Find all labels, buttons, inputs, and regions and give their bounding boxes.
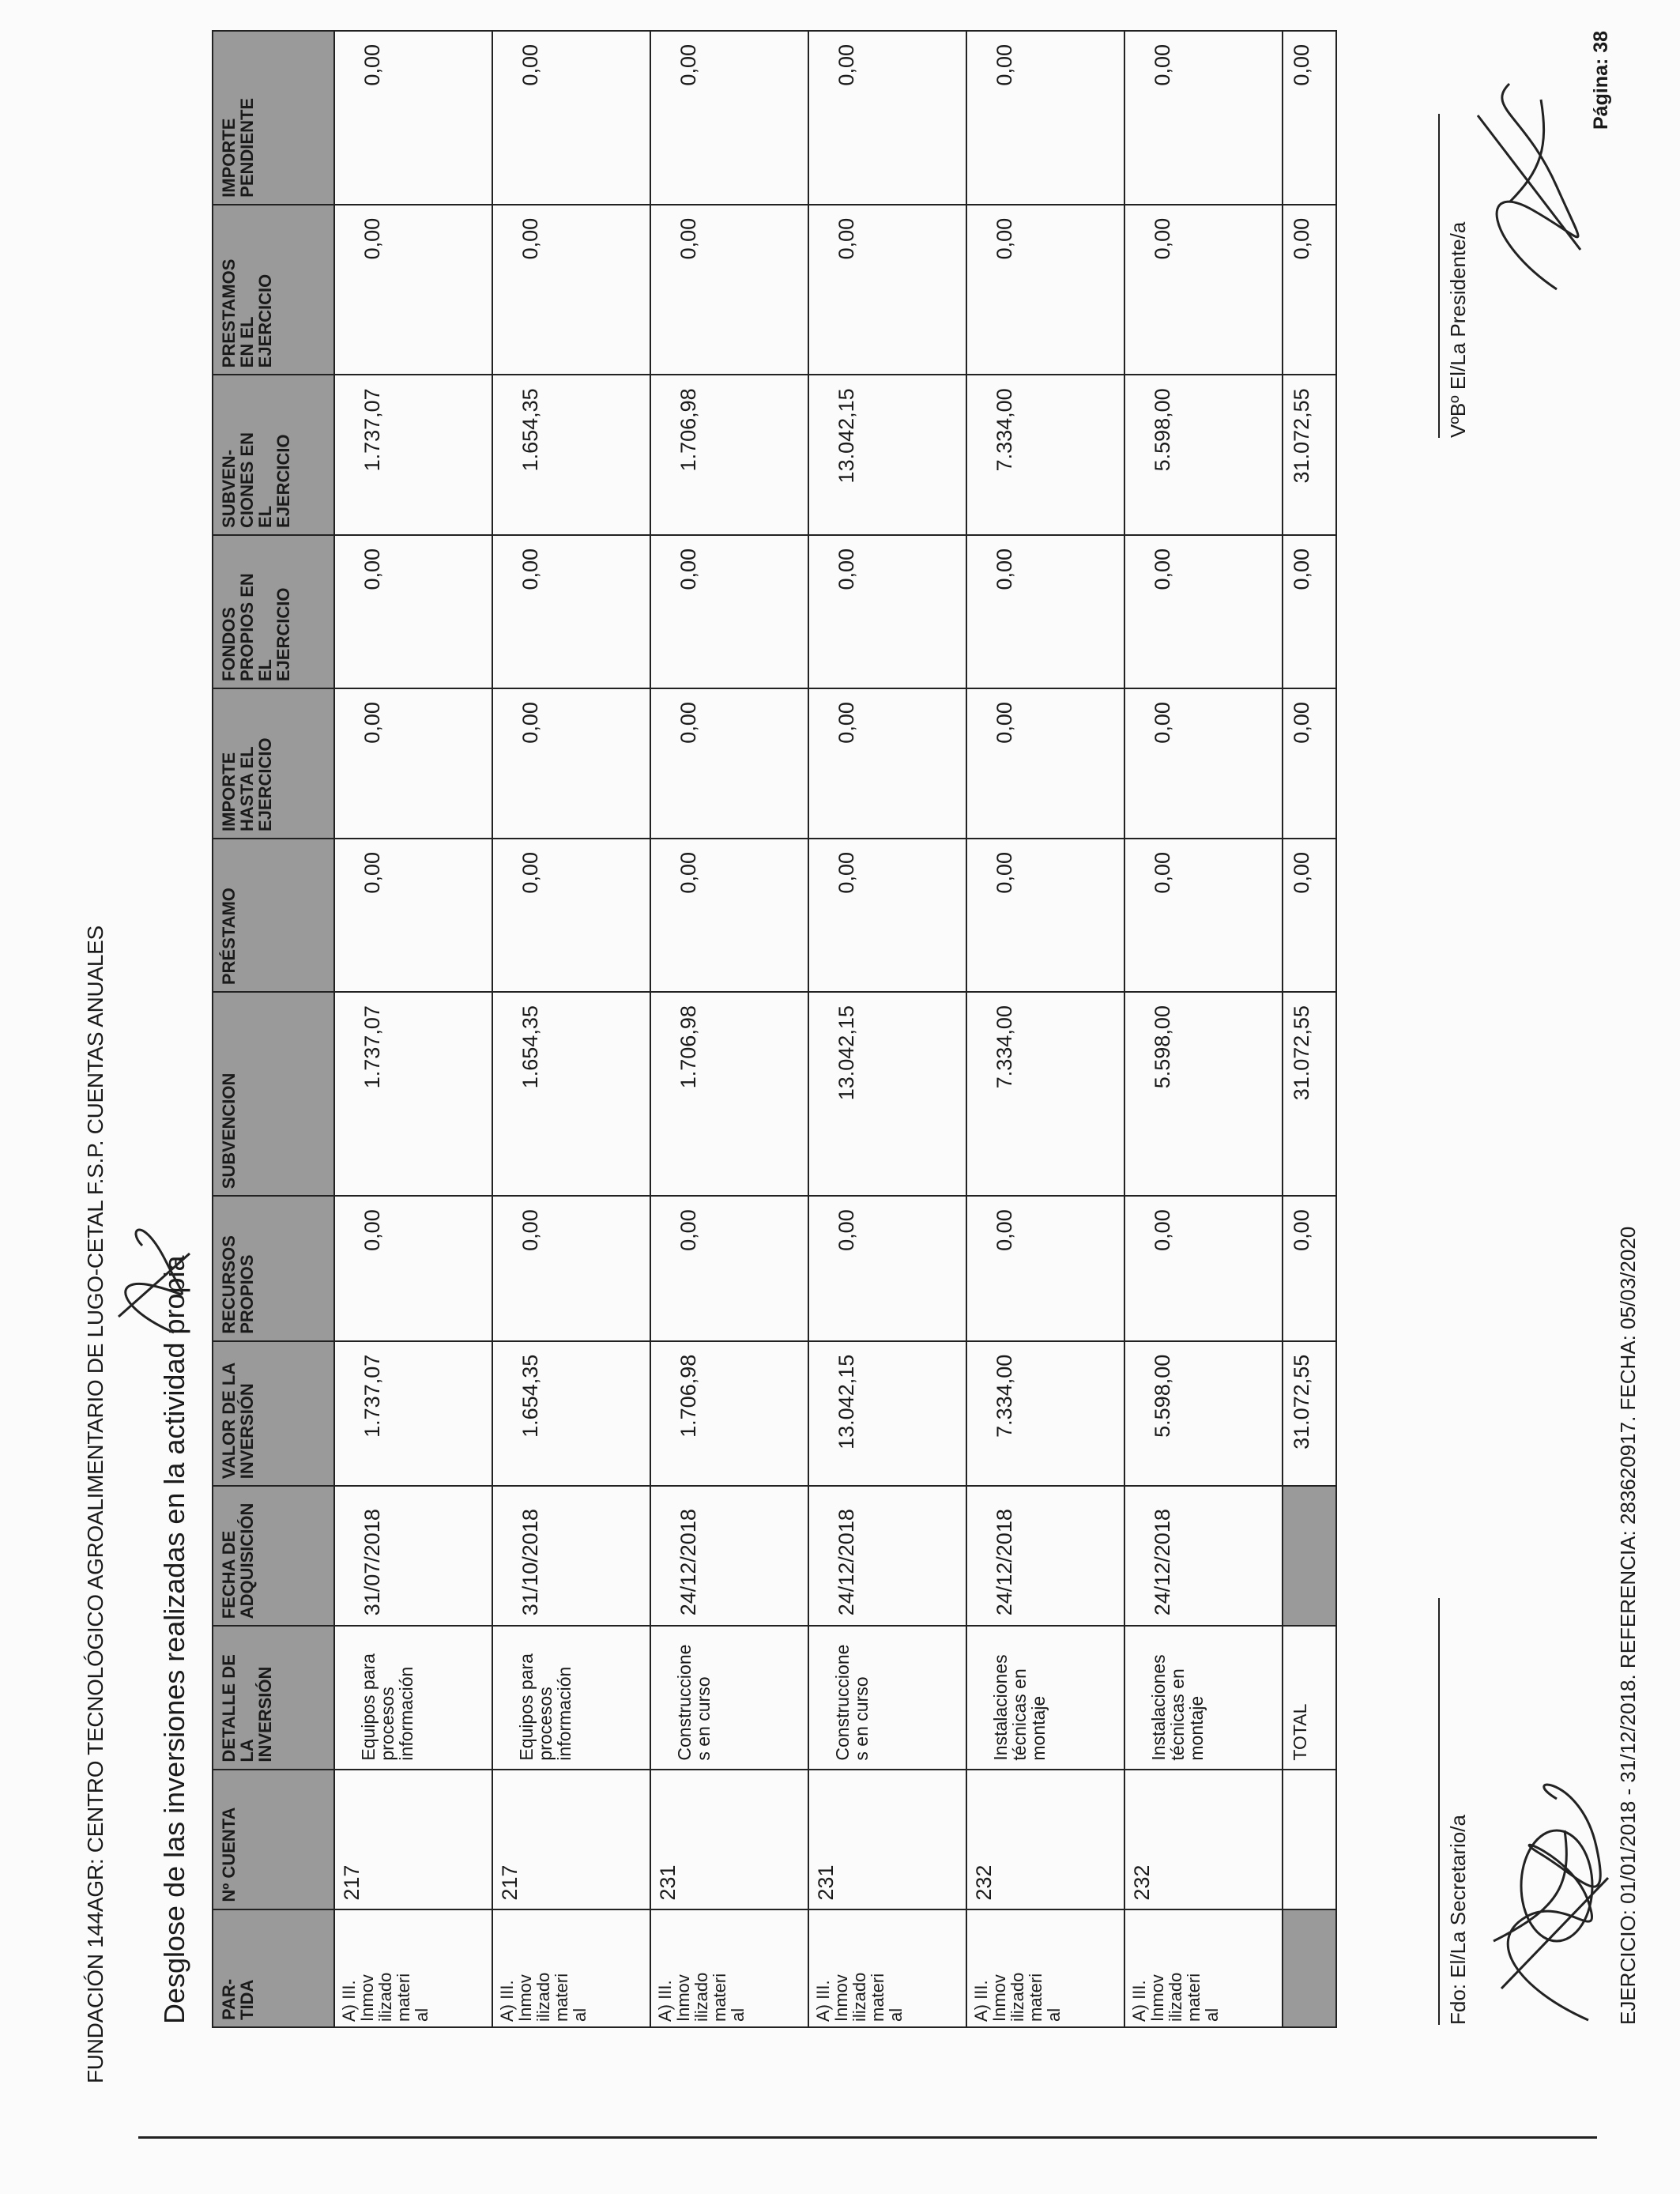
amount-cell: 7.334,00 <box>966 992 1124 1196</box>
page-number: Página: 38 <box>1590 30 1612 130</box>
account-cell: 217 <box>492 1770 650 1909</box>
amount-cell: 0,00 <box>1124 31 1283 205</box>
amount-cell: 1.737,07 <box>334 1341 492 1486</box>
amount-cell: 0,00 <box>650 688 808 839</box>
amount-cell: 0,00 <box>492 535 650 688</box>
column-header: PRÉSTAMO <box>213 839 334 992</box>
table-body <box>334 31 1336 2027</box>
date-cell: 24/12/2018 <box>808 1486 966 1626</box>
amount-cell: 7.334,00 <box>966 1341 1124 1486</box>
table-row <box>650 31 808 2027</box>
account-cell: 232 <box>966 1770 1124 1909</box>
amount-cell: 0,00 <box>808 688 966 839</box>
amount-cell: 0,00 <box>334 535 492 688</box>
detail-cell: Construccione s en curso <box>808 1626 966 1769</box>
initials-mark <box>103 1222 198 1340</box>
amount-cell: 0,00 <box>650 205 808 375</box>
total-amount-cell: 31.072,55 <box>1283 1341 1336 1486</box>
signature-line-right <box>1438 114 1440 438</box>
amount-cell: 0,00 <box>1124 205 1283 375</box>
amount-cell: 0,00 <box>334 688 492 839</box>
amount-cell: 1.654,35 <box>492 375 650 535</box>
table-row <box>1124 31 1283 2027</box>
amount-cell: 7.334,00 <box>966 375 1124 535</box>
column-header: FECHA DE ADQUISICIÓN <box>213 1486 334 1626</box>
secretary-signature-label: Fdo: El/La Secretario/a <box>1446 1815 1470 2025</box>
amount-cell: 0,00 <box>966 205 1124 375</box>
detail-cell: Equipos para procesos información <box>492 1626 650 1769</box>
total-amount-cell: 0,00 <box>1283 839 1336 992</box>
amount-cell: 1.737,07 <box>334 375 492 535</box>
column-header: DETALLE DE LA INVERSIÓN <box>213 1626 334 1769</box>
president-signature-scribble <box>1462 68 1596 305</box>
amount-cell: 0,00 <box>1124 535 1283 688</box>
partida-cell: A) III. Inmov ilizado materi al <box>334 1909 492 2027</box>
president-signature-label: VºBº El/La Presidente/a <box>1446 221 1470 438</box>
amount-cell: 0,00 <box>334 839 492 992</box>
amount-cell: 0,00 <box>334 31 492 205</box>
column-header: Nº CUENTA <box>213 1770 334 1909</box>
amount-cell: 5.598,00 <box>1124 375 1283 535</box>
date-cell: 24/12/2018 <box>650 1486 808 1626</box>
amount-cell: 0,00 <box>492 1196 650 1340</box>
account-cell: 232 <box>1124 1770 1283 1909</box>
column-header: SUBVENCION <box>213 992 334 1196</box>
margin-rule <box>138 2136 1597 2139</box>
total-amount-cell: 0,00 <box>1283 31 1336 205</box>
amount-cell: 13.042,15 <box>808 1341 966 1486</box>
account-cell: 231 <box>650 1770 808 1909</box>
amount-cell: 0,00 <box>1124 688 1283 839</box>
column-header: VALOR DE LA INVERSIÓN <box>213 1341 334 1486</box>
amount-cell: 1.706,98 <box>650 1341 808 1486</box>
document-title: FUNDACIÓN 144AGR: CENTRO TECNOLÓGICO AGROALIMENTARIO DE LUGO-CETAL F.S.P. CUENTAS ANUALES <box>83 925 107 2083</box>
secretary-signature-scribble <box>1470 1751 1620 2036</box>
amount-cell: 0,00 <box>334 1196 492 1340</box>
amount-cell: 0,00 <box>1124 1196 1283 1340</box>
amount-cell: 0,00 <box>1124 839 1283 992</box>
amount-cell: 5.598,00 <box>1124 992 1283 1196</box>
table-row <box>966 31 1124 2027</box>
amount-cell: 13.042,15 <box>808 375 966 535</box>
amount-cell: 1.654,35 <box>492 992 650 1196</box>
account-cell: 217 <box>334 1770 492 1909</box>
total-blank-cell <box>1283 1486 1336 1626</box>
partida-cell: A) III. Inmov ilizado materi al <box>808 1909 966 2027</box>
amount-cell: 0,00 <box>650 839 808 992</box>
signature-line-left <box>1438 1598 1440 2025</box>
amount-cell: 0,00 <box>966 535 1124 688</box>
table-row <box>492 31 650 2027</box>
date-cell: 31/10/2018 <box>492 1486 650 1626</box>
detail-cell: Instalaciones técnicas en montaje <box>1124 1626 1283 1769</box>
amount-cell: 5.598,00 <box>1124 1341 1283 1486</box>
detail-cell: Instalaciones técnicas en montaje <box>966 1626 1124 1769</box>
partida-cell: A) III. Inmov ilizado materi al <box>966 1909 1124 2027</box>
column-header: PAR- TIDA <box>213 1909 334 2027</box>
total-amount-cell: 31.072,55 <box>1283 375 1336 535</box>
total-amount-cell: 0,00 <box>1283 1196 1336 1340</box>
total-amount-cell: 0,00 <box>1283 688 1336 839</box>
total-label: TOTAL <box>1283 1626 1336 1769</box>
exercise-reference: EJERCICIO: 01/01/2018 - 31/12/2018. REFERENCIA: 283620917. FECHA: 05/03/2020 <box>1616 1226 1640 2025</box>
amount-cell: 0,00 <box>650 31 808 205</box>
investments-table <box>212 30 1337 2028</box>
column-header: SUBVEN- CIONES EN EL EJERCICIO <box>213 375 334 535</box>
amount-cell: 0,00 <box>808 31 966 205</box>
partida-cell: A) III. Inmov ilizado materi al <box>650 1909 808 2027</box>
table-row <box>334 31 492 2027</box>
amount-cell: 13.042,15 <box>808 992 966 1196</box>
amount-cell: 0,00 <box>492 31 650 205</box>
partida-cell: A) III. Inmov ilizado materi al <box>1124 1909 1283 2027</box>
column-header: FONDOS PROPIOS EN EL EJERCICIO <box>213 535 334 688</box>
table-row <box>808 31 966 2027</box>
table-header-row <box>213 31 334 2027</box>
amount-cell: 1.737,07 <box>334 992 492 1196</box>
column-header: PRESTAMOS EN EL EJERCICIO <box>213 205 334 375</box>
amount-cell: 0,00 <box>808 839 966 992</box>
account-cell: 231 <box>808 1770 966 1909</box>
amount-cell: 0,00 <box>492 688 650 839</box>
total-amount-cell: 0,00 <box>1283 205 1336 375</box>
amount-cell: 1.654,35 <box>492 1341 650 1486</box>
amount-cell: 1.706,98 <box>650 992 808 1196</box>
detail-cell: Equipos para procesos información <box>334 1626 492 1769</box>
total-amount-cell: 31.072,55 <box>1283 992 1336 1196</box>
table-subtitle: Desglose de las inversiones realizadas en la actividad propia <box>158 1255 190 2024</box>
amount-cell: 0,00 <box>966 1196 1124 1340</box>
total-row <box>1283 31 1336 2027</box>
total-amount-cell: 0,00 <box>1283 535 1336 688</box>
detail-cell: Construccione s en curso <box>650 1626 808 1769</box>
amount-cell: 0,00 <box>334 205 492 375</box>
date-cell: 24/12/2018 <box>1124 1486 1283 1626</box>
date-cell: 24/12/2018 <box>966 1486 1124 1626</box>
amount-cell: 0,00 <box>492 839 650 992</box>
amount-cell: 1.706,98 <box>650 375 808 535</box>
amount-cell: 0,00 <box>650 535 808 688</box>
column-header: IMPORTE PENDIENTE <box>213 31 334 205</box>
total-blank-cell <box>1283 1909 1336 2027</box>
partida-cell: A) III. Inmov ilizado materi al <box>492 1909 650 2027</box>
amount-cell: 0,00 <box>966 839 1124 992</box>
amount-cell: 0,00 <box>492 205 650 375</box>
column-header: IMPORTE HASTA EL EJERCICIO <box>213 688 334 839</box>
amount-cell: 0,00 <box>650 1196 808 1340</box>
amount-cell: 0,00 <box>808 1196 966 1340</box>
amount-cell: 0,00 <box>966 688 1124 839</box>
amount-cell: 0,00 <box>808 205 966 375</box>
amount-cell: 0,00 <box>808 535 966 688</box>
amount-cell: 0,00 <box>966 31 1124 205</box>
date-cell: 31/07/2018 <box>334 1486 492 1626</box>
column-header: RECURSOS PROPIOS <box>213 1196 334 1340</box>
total-blank-cell <box>1283 1770 1336 1909</box>
